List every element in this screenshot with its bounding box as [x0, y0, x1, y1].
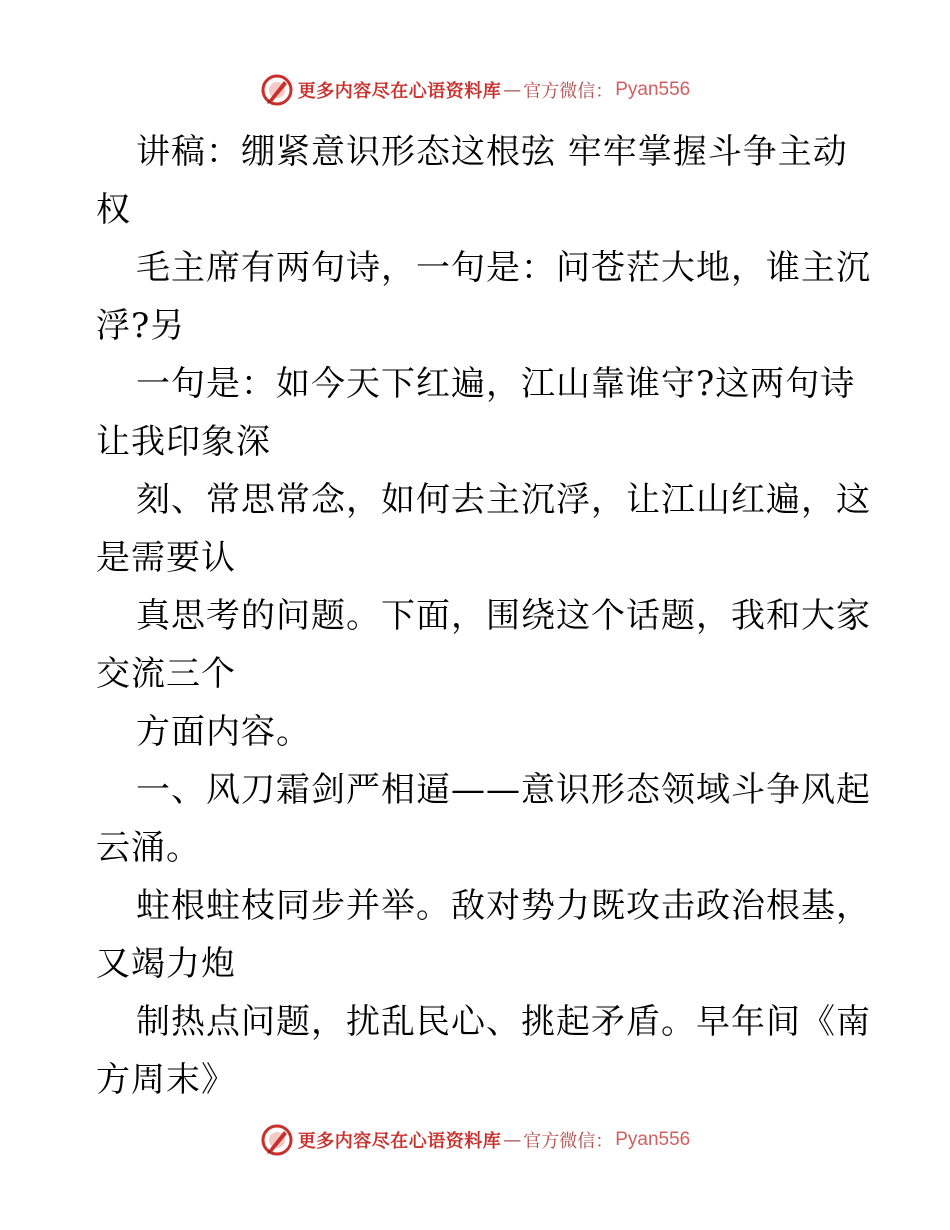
text-line: 蛀根蛀枝同步并举。敌对势力既攻击政治根基， [136, 886, 871, 926]
footer-watermark-banner [0, 1120, 950, 1160]
banner-dash: — [503, 1129, 522, 1151]
banner-site-text: 更多内容尽在心语资料库 [297, 1131, 502, 1152]
banner-wechat-id: Pyan556 [615, 79, 691, 100]
text-line: 让我印象深 [96, 422, 271, 462]
banner-wechat-label: 官方微信： [523, 81, 614, 102]
text-line: 权 [96, 190, 131, 230]
text-line: 是需要认 [96, 538, 236, 578]
banner-site-text: 更多内容尽在心语资料库 [297, 81, 502, 102]
text-line: 浮?另 [96, 306, 186, 346]
pen-logo-icon [260, 1123, 294, 1157]
banner-wechat-label: 官方微信： [523, 1131, 614, 1152]
text-line: 方面内容。 [136, 712, 311, 752]
text-line: 毛主席有两句诗，一句是：问苍茫大地，谁主沉 [136, 248, 871, 288]
banner-dash: — [503, 79, 522, 101]
text-line: 一句是：如今天下红遍，江山靠谁守?这两句诗 [136, 364, 856, 404]
document-body [96, 123, 871, 1109]
pen-logo-icon [260, 73, 294, 107]
text-line: 讲稿：绷紧意识形态这根弦 牢牢掌握斗争主动 [136, 132, 848, 172]
text-line: 交流三个 [96, 654, 236, 694]
text-line: 制热点问题，扰乱民心、挑起矛盾。早年间《南 [136, 1002, 871, 1042]
header-watermark-banner [0, 70, 950, 110]
text-line: 云涌。 [96, 828, 201, 868]
text-line: 真思考的问题。下面，围绕这个话题，我和大家 [136, 596, 871, 636]
banner-wechat-id: Pyan556 [615, 1129, 691, 1150]
text-line: 方周末》 [96, 1060, 236, 1100]
text-line: 又竭力炮 [96, 944, 236, 984]
text-line: 刻、常思常念，如何去主沉浮，让江山红遍，这 [136, 480, 871, 520]
text-line: 一、风刀霜剑严相逼——意识形态领域斗争风起 [136, 770, 871, 810]
